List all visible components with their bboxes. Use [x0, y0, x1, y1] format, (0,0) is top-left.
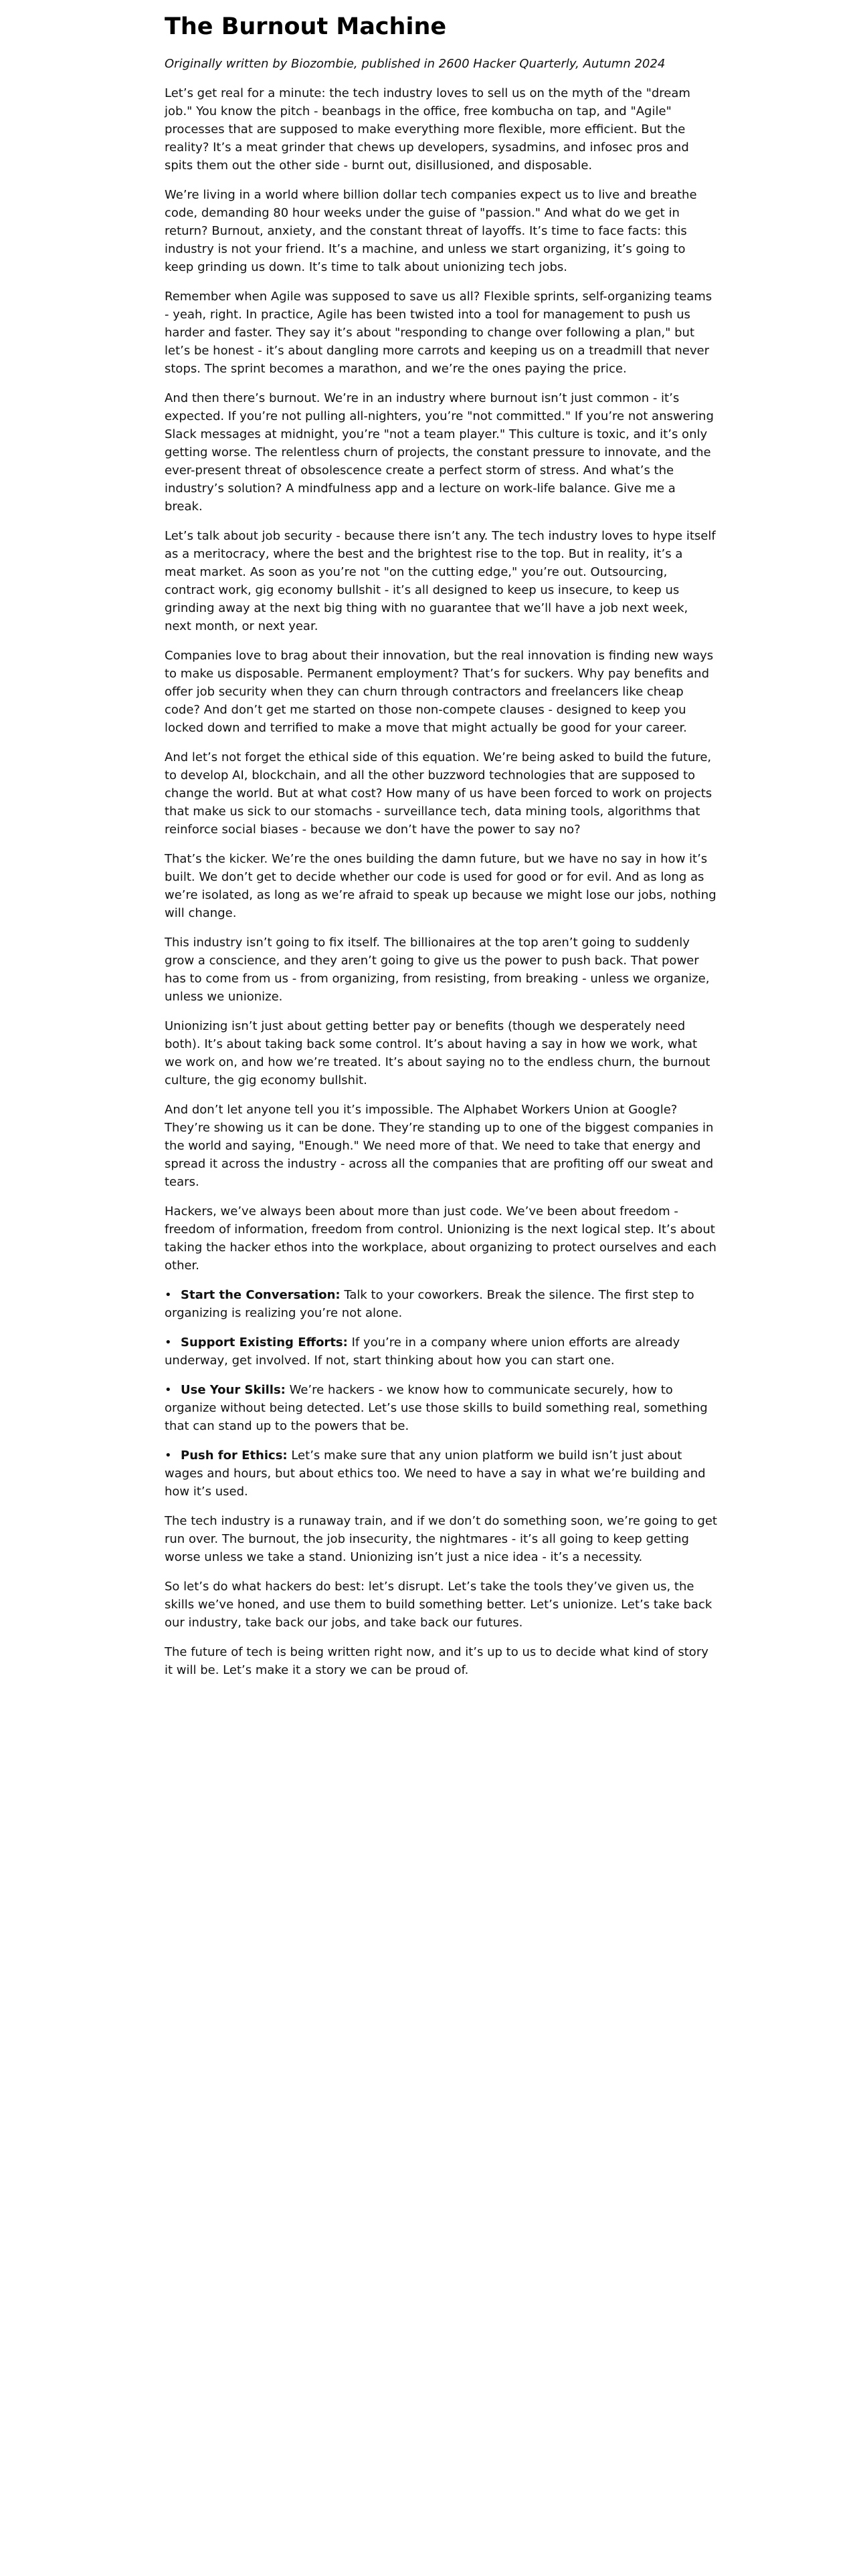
paragraph: Hackers, we’ve always been about more than just code. We’ve been about freedom - freedom of information, freedom from control. Unionizing is the next logical step. It’s about taking the hacker ethos into the workplace, about organizing to protect ourselves and each other. — [165, 1204, 717, 1273]
list-item-lead: Push for Ethics: — [181, 1448, 288, 1463]
list-item-lead: Use Your Skills: — [181, 1383, 286, 1397]
paragraph: Let’s talk about job security - because there isn’t any. The tech industry loves to hype itself as a meritocracy, where the best and the brightest rise to the top. But in reality, it’s a meat market. As soon as you’re not "on the cutting edge," you’re out. Outsourcing, contract work, gig economy bullshit - it’s all designed to keep us insecure, to keep us grinding away at the next big thing with no guarantee that we’ll have a job next week, next month, or next year. — [165, 529, 716, 633]
paragraph: Unionizing isn’t just about getting better pay or benefits (though we desperately need both). It’s about taking back some control. It’s about having a say in how we work, what we work on, and how we’re treated. It’s about saying no to the endless churn, the burnout culture, the gig economy bullshit. — [165, 1019, 710, 1087]
list-item-text: Let’s make sure that any union platform we build isn’t just about wages and hours, but about ethics too. We need to have a say in what we’re building and how it’s used. — [165, 1448, 706, 1499]
paragraph: This industry isn’t going to fix itself. The billionaires at the top aren’t going to suddenly grow a conscience, and they aren’t going to give us the power to push back. That power has to come from us - from organizing, from resisting, from breaking - unless we organize, unless we unionize. — [165, 936, 710, 1004]
paragraph: The tech industry is a runaway train, and if we don’t do something soon, we’re going to get run over. The burnout, the job insecurity, the nightmares - it’s all going to keep getting worse unless we take a stand. Unionizing isn’t just a nice idea - it’s a necessity. — [165, 1514, 717, 1564]
bullet-icon: • — [165, 1288, 172, 1302]
bullet-icon: • — [165, 1335, 172, 1350]
list-item-text: If you’re in a company where union efforts are already underway, get involved. If not, start thinking about how you can start one. — [165, 1335, 680, 1368]
article-byline: Originally written by Biozombie, published in 2600 Hacker Quarterly, Autumn 2024 — [165, 57, 666, 71]
paragraph: And don’t let anyone tell you it’s impossible. The Alphabet Workers Union at Google? They’re showing us it can be done. They’re standing up to one of the biggest companies in the world and saying, "Enough." We need more of that. We need to take that energy and spread it across the industry - across all the companies that are profiting off our sweat and tears. — [165, 1103, 714, 1189]
list-item — [165, 1381, 717, 1435]
list-item-lead: Support Existing Efforts: — [181, 1335, 348, 1350]
list-item — [165, 1286, 717, 1322]
paragraph: And let’s not forget the ethical side of this equation. We’re being asked to build the future, to develop AI, blockchain, and all the other buzzword technologies that are supposed to change the world. But at what cost? How many of us have been forced to work on projects that make us sick to our stomachs - surveillance tech, data mining tools, algorithms that reinforce social biases - because we don’t have the power to say no? — [165, 750, 712, 837]
paragraph: Let’s get real for a minute: the tech industry loves to sell us on the myth of the "dream job." You know the pitch - beanbags in the office, free kombucha on tap, and "Agile" processes that are supposed to make everything more flexible, more efficient. But the reality? It’s a meat grinder that chews up developers, sysadmins, and infosec pros and spits them out the other side - burnt out, disillusioned, and disposable. — [165, 86, 690, 173]
list-item — [165, 1446, 717, 1501]
list-item-lead: Start the Conversation: — [181, 1288, 341, 1302]
bullet-icon: • — [165, 1383, 172, 1397]
article — [165, 11, 717, 1691]
list-item — [165, 1333, 717, 1370]
bullet-icon: • — [165, 1448, 172, 1463]
paragraph: So let’s do what hackers do best: let’s disrupt. Let’s take the tools they’ve given us, the skills we’ve honed, and use them to build something better. Let’s unionize. Let’s take back our industry, take back our jobs, and take back our futures. — [165, 1580, 712, 1630]
action-list — [165, 1286, 717, 1501]
paragraph: That’s the kicker. We’re the ones building the damn future, but we have no say in how it’s built. We don’t get to decide whether our code is used for good or for evil. And as long as we’re isolated, as long as we’re afraid to speak up because we might lose our jobs, nothing will change. — [165, 852, 717, 920]
article-title: The Burnout Machine — [165, 13, 447, 40]
paragraph: Companies love to brag about their innovation, but the real innovation is finding new ways to make us disposable. Permanent employment? That’s for suckers. Why pay benefits and offer job security when they can churn through contractors and freelancers like cheap code? And don’t get me started on those non-compete clauses - designed to keep you locked down and terrified to make a move that might actually be good for your career. — [165, 649, 714, 735]
list-item-text: Talk to your coworkers. Break the silence. The first step to organizing is realizing you’re not alone. — [165, 1288, 694, 1320]
paragraph: We’re living in a world where billion dollar tech companies expect us to live and breathe code, demanding 80 hour weeks under the guise of "passion." And what do we get in return? Burnout, anxiety, and the constant threat of layoffs. It’s time to face facts: this industry is not your friend. It’s a machine, and unless we start organizing, it’s going to keep grinding us down. It’s time to talk about unionizing tech jobs. — [165, 188, 697, 274]
paragraph: Remember when Agile was supposed to save us all? Flexible sprints, self-organizing teams - yeah, right. In practice, Agile has been twisted into a tool for management to push us harder and faster. They say it’s about "responding to change over following a plan," but let’s be honest - it’s about dangling more carrots and keeping us on a treadmill that never stops. The sprint becomes a marathon, and we’re the ones paying the price. — [165, 290, 712, 376]
paragraph: The future of tech is being written right now, and it’s up to us to decide what kind of story it will be. Let’s make it a story we can be proud of. — [165, 1645, 708, 1677]
list-item-text: We’re hackers - we know how to communicate securely, how to organize without being detected. Let’s use those skills to build something real, something that can stand up to the powers that be. — [165, 1383, 708, 1433]
paragraph: And then there’s burnout. We’re in an industry where burnout isn’t just common - it’s expected. If you’re not pulling all-nighters, you’re "not committed." If you’re not answering Slack messages at midnight, you’re "not a team player." This culture is toxic, and it’s only getting worse. The relentless churn of projects, the constant pressure to innovate, and the ever-present threat of obsolescence create a perfect storm of stress. And what’s the industry’s solution? A mindfulness app and a lecture on work-life balance. Give me a break. — [165, 391, 714, 514]
